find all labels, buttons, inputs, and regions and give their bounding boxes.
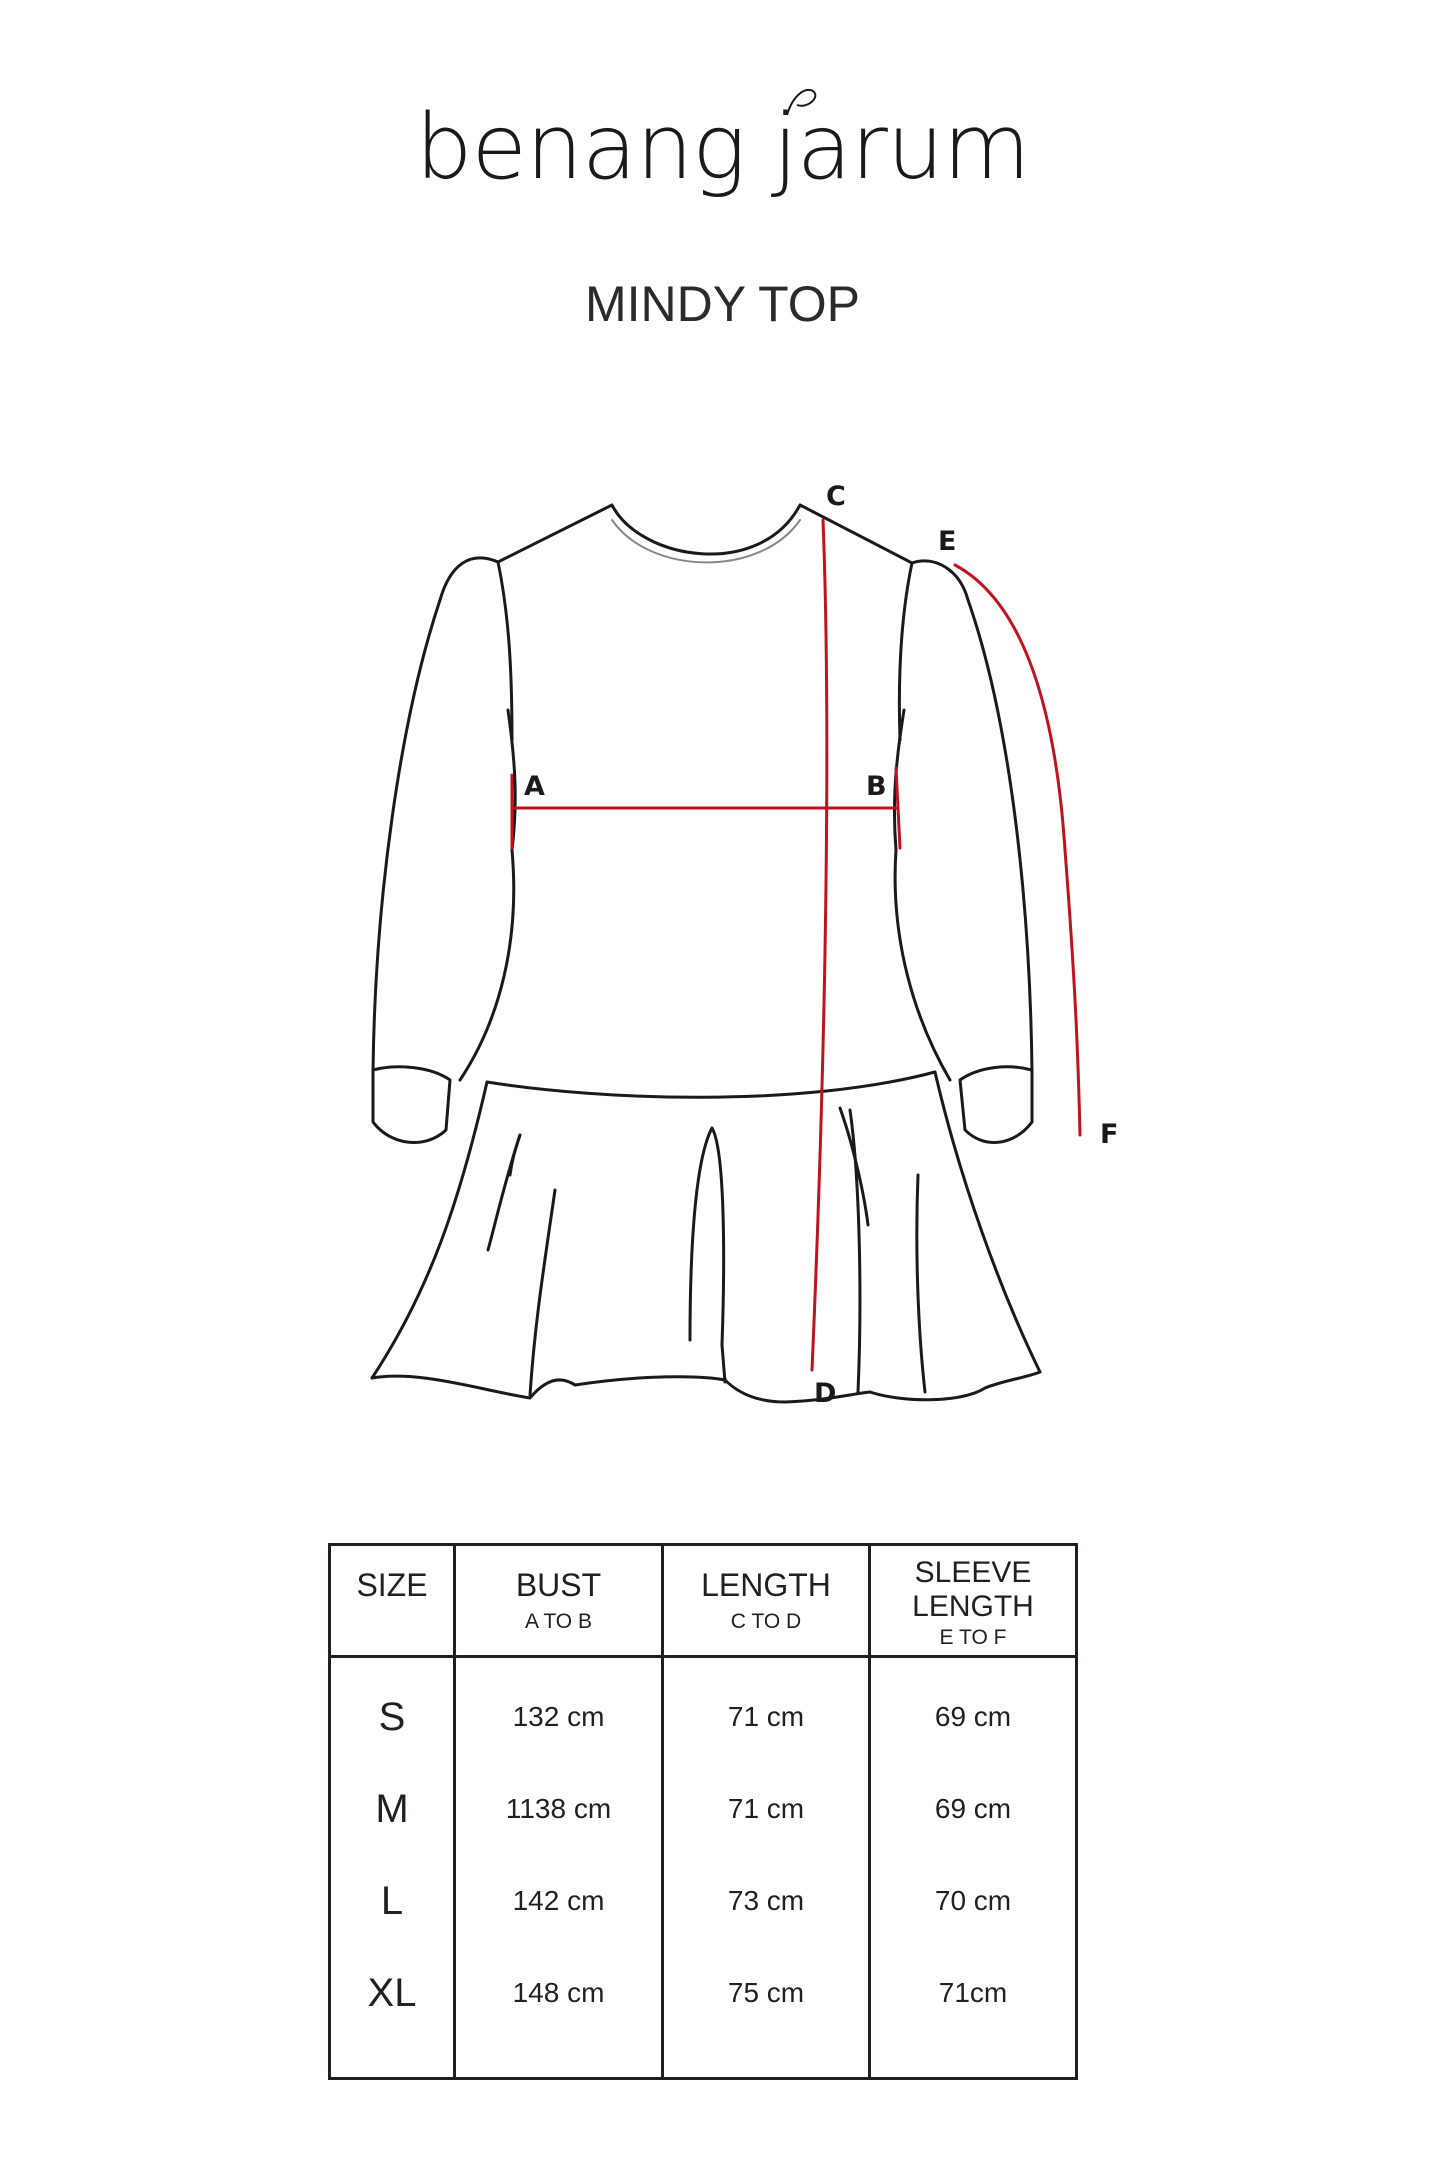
- header-label: LENGTH: [701, 1567, 831, 1603]
- header-size: [331, 1546, 453, 1655]
- point-label-b: B: [866, 771, 887, 802]
- header-length: [664, 1546, 868, 1655]
- point-label-f: F: [1100, 1119, 1119, 1150]
- table-row: [331, 1947, 1075, 2039]
- length-measure-line: [812, 520, 827, 1370]
- header-sleeve-length: [871, 1546, 1075, 1655]
- table-row: [331, 1763, 1075, 1855]
- header-label: SIZE: [356, 1567, 428, 1603]
- point-label-d: D: [814, 1378, 837, 1409]
- brand-logo-text: benang jarum: [415, 95, 1030, 200]
- header-sublabel: C TO D: [730, 1610, 802, 1633]
- size-cell: M: [375, 1787, 409, 1831]
- bust-cell: 132 cm: [512, 1701, 605, 1732]
- size-chart-table: [328, 1543, 1078, 2080]
- bust-cell: 148 cm: [512, 1977, 605, 2008]
- bust-cell: 142 cm: [512, 1885, 605, 1916]
- header-sublabel: E TO F: [939, 1626, 1007, 1649]
- sleeve-cell: 70 cm: [934, 1885, 1012, 1916]
- point-label-a: A: [524, 771, 545, 802]
- length-cell: 75 cm: [727, 1977, 805, 2008]
- garment-outline: [372, 505, 1040, 1402]
- header-bust: [456, 1546, 661, 1655]
- table-row: [331, 1671, 1075, 1763]
- size-cell: S: [378, 1695, 406, 1739]
- header-label: BUST: [515, 1567, 602, 1603]
- length-cell: 71 cm: [727, 1701, 805, 1732]
- table-row: [331, 1855, 1075, 1947]
- header-sublabel: A TO B: [525, 1610, 592, 1633]
- bust-mark-right: [896, 768, 900, 848]
- page-title: MINDY TOP: [584, 276, 861, 332]
- sleeve-cell: 69 cm: [934, 1793, 1012, 1824]
- header-label: SLEEVE LENGTH: [912, 1556, 1034, 1623]
- sleeve-cell: 71cm: [938, 1977, 1008, 2008]
- point-label-e: E: [938, 526, 957, 557]
- sleeve-measure-line: [955, 565, 1080, 1135]
- length-cell: 71 cm: [727, 1793, 805, 1824]
- length-cell: 73 cm: [727, 1885, 805, 1916]
- sleeve-cell: 69 cm: [934, 1701, 1012, 1732]
- size-cell: L: [380, 1879, 404, 1923]
- size-cell: XL: [367, 1971, 417, 2015]
- table-header: [331, 1546, 1075, 1658]
- bust-cell: 1138 cm: [505, 1793, 612, 1824]
- measurement-lines: [512, 520, 1080, 1370]
- point-label-c: C: [826, 481, 846, 512]
